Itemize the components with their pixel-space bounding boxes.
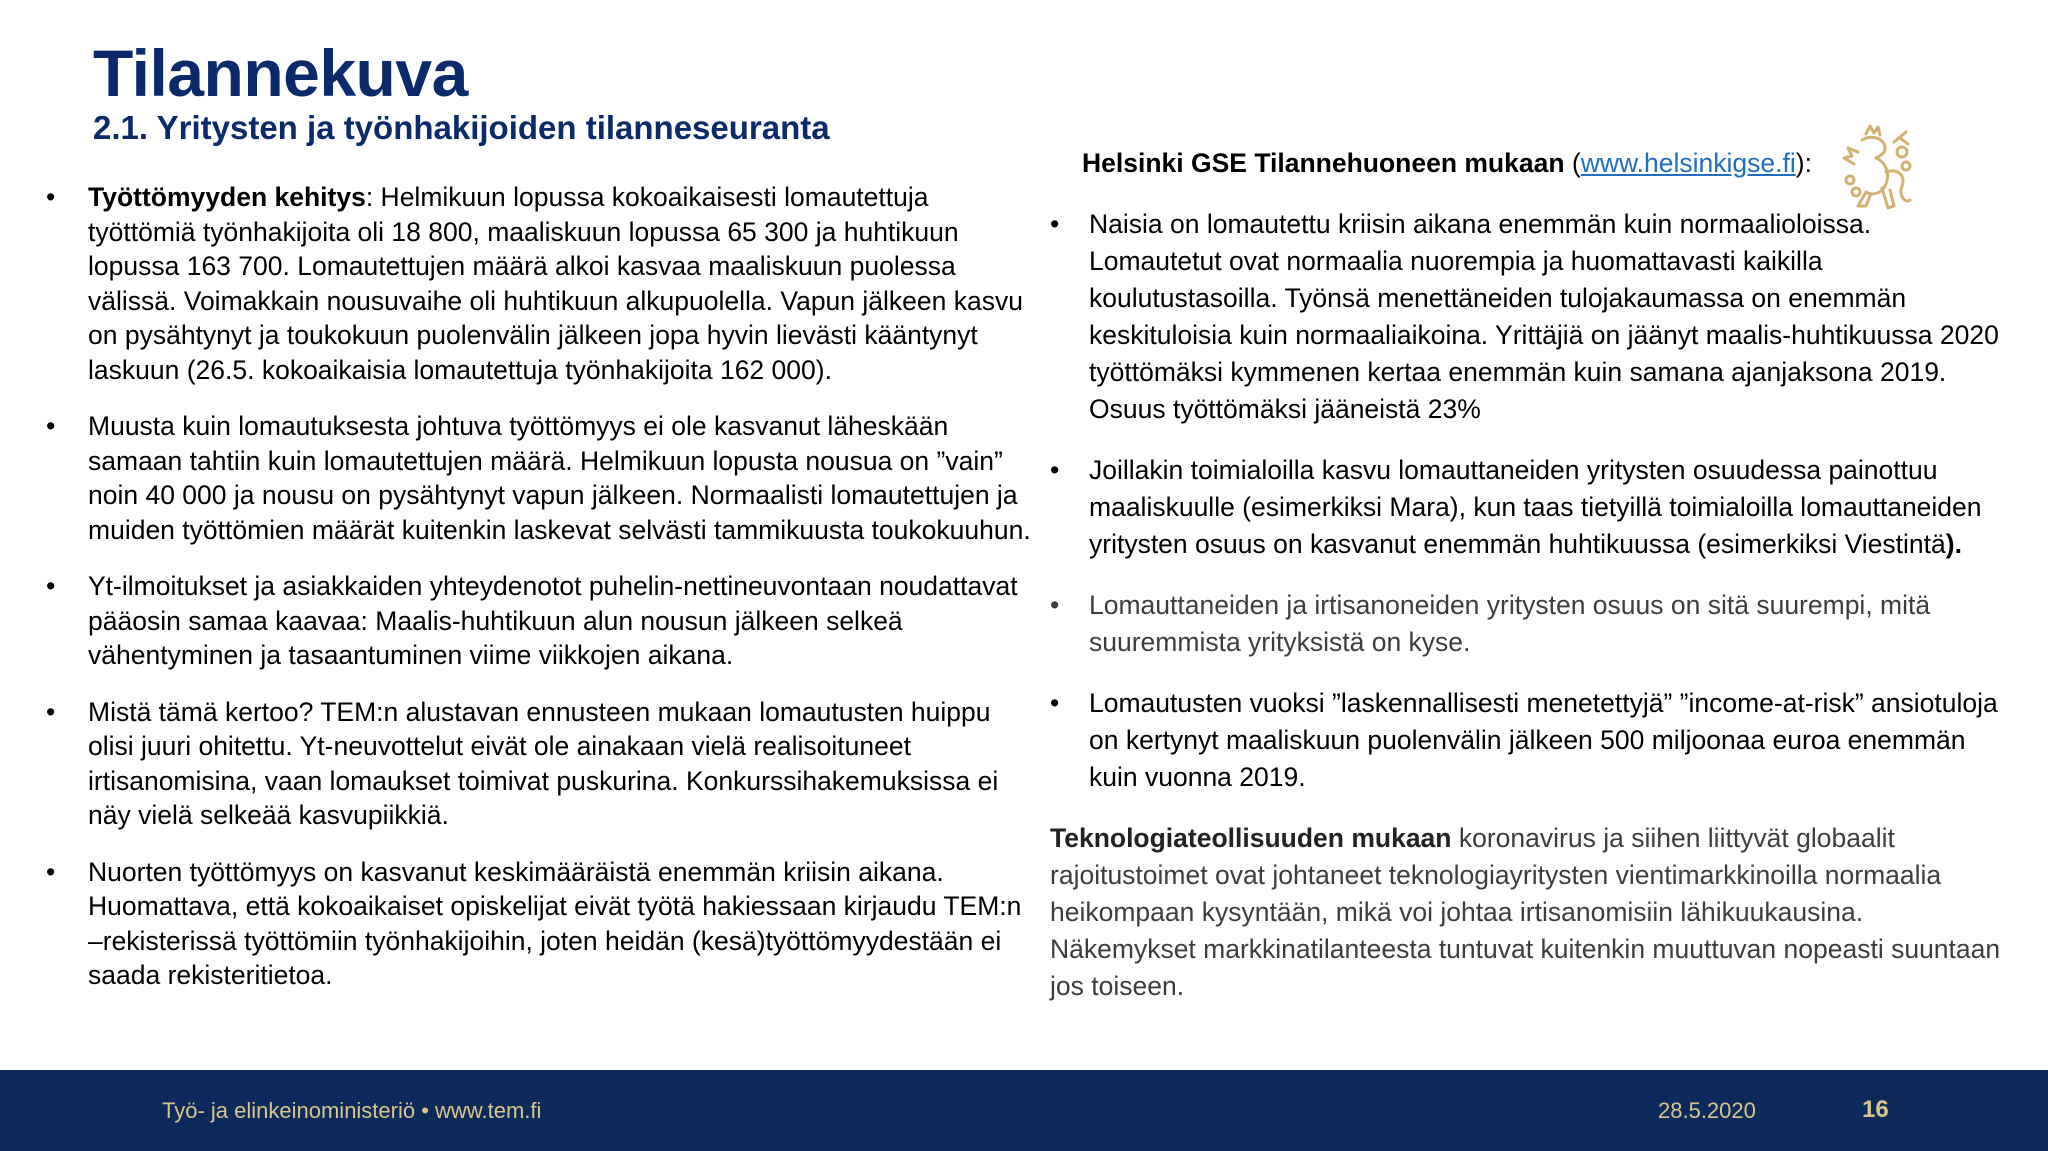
bullet-dot: • (46, 411, 56, 441)
bullet-dot: • (46, 182, 56, 212)
tech-text: koronavirus ja siihen liittyvät globaalit rajoitustoimet ovat johtaneet teknologiayritysten vientimarkkinoilla normaalia heikompaan kysyntään, mikä voi johtaa irtisanomisiin lähikuukausina. Näkemykset markkinatilanteesta tuntuvat kuitenkin muuttuvan nopeasti suuntaan jos toiseen. (1050, 823, 2001, 1001)
gse-lead: Helsinki GSE Tilannehuoneen mukaan (1082, 148, 1565, 178)
bullet-dot: • (1050, 455, 1060, 485)
right-column (1050, 145, 2010, 1005)
list-item (1050, 587, 2010, 661)
list-item (1050, 206, 2010, 428)
bullet-dot: • (46, 696, 56, 727)
footer-date: 28.5.2020 (1658, 1098, 1756, 1123)
gse-link[interactable]: www.helsinkigse.fi (1580, 148, 1796, 178)
bullet-dot: • (1050, 590, 1060, 620)
list-item (1050, 452, 2010, 563)
page-title: Tilannekuva (93, 36, 468, 110)
bullet-text: Nuorten työttömyys on kasvanut keskimääräistä enemmän kriisin aikana. Huomattava, että kokoaikaiset opiskelijat eivät työtä hakiessaan kirjaudu TEM:n –rekisterissä työttömiin työnhakijoihin, joten heidän (kesä)työttömyydestään ei saada rekisteritietoa. (88, 856, 1022, 990)
list-item (46, 855, 1036, 993)
list-item (46, 695, 1036, 833)
bullet-text: Lomauttaneiden ja irtisanoneiden yritysten osuus on sitä suurempi, mitä suuremmista yrityksistä on kyse. (1089, 590, 1931, 657)
list-item (46, 569, 1036, 673)
left-bullet-list (46, 180, 1036, 993)
footer-org-text: Työ- ja elinkeinoministeriö • www.tem.fi (162, 1098, 542, 1123)
bullet-text: Naisia on lomautettu kriisin aikana enemmän kuin normaalioloissa. Lomautetut ovat normaalia nuorempia ja huomattavasti kaikilla koulutustasoilla. Työnsä menettäneiden tulojakaumassa on enemmän keskituloisia kuin normaaliaikoina. Yrittäjiä on jäänyt maalis-huhtikuussa 2020 työttömäksi kymmenen kertaa enemmän kuin samana ajanjaksona 2019. Osuus työttömäksi jääneistä 23% (1089, 209, 1999, 424)
gse-open-paren: ( (1564, 148, 1581, 178)
bullet-dot: • (1050, 688, 1060, 718)
bullet-text: Mistä tämä kertoo? TEM:n alustavan ennusteen mukaan lomautusten huippu olisi juuri ohitettu. Yt-neuvottelut eivät ole ainakaan vielä realisoituneet irtisanomisina, vaan lomaukset toimivat puskurina. Konkurssihakemuksissa ei näy vielä selkeää kasvupiikkiä. (88, 696, 999, 830)
left-column (46, 180, 1036, 1015)
page-subtitle: 2.1. Yritysten ja työnhakijoiden tilanneseuranta (93, 109, 830, 146)
footer-bar (0, 1070, 2048, 1151)
bullet-text: Yt-ilmoitukset ja asiakkaiden yhteydenotot puhelin-nettineuvontaan noudattavat pääosin samaa kaavaa: Maalis-huhtikuun alun nousun jälkeen selkeä vähentyminen ja tasaantuminen viime viikkojen aikana. (88, 571, 1018, 670)
bullet-text: : Helmikuun lopussa kokoaikaisesti lomautettuja työttömiä työnhakijoita oli 18 800, maaliskuun lopussa 65 300 ja huhtikuun lopussa 163 700. Lomautettujen määrä alkoi kasvaa maaliskuun puolessa välissä. Voimakkain nousuvaihe oli huhtikuun alkupuolella. Vapun jälkeen kasvu on pysähtynyt ja toukokuun puolenvälin jälkeen jopa hyvin lievästi kääntynyt laskuun (26.5. kokoaikaisia lomautettuja työnhakijoita 162 000). (88, 182, 1023, 385)
tech-lead: Teknologiateollisuuden mukaan (1050, 823, 1452, 853)
page-number: 16 (1862, 1096, 1889, 1123)
right-bullet-list (1050, 206, 2010, 796)
bullet-dot: • (46, 571, 56, 601)
bullet-dot: • (46, 856, 56, 887)
bullet-tail: ). (1945, 529, 1962, 559)
gse-close: ): (1795, 148, 1812, 178)
bullet-text: Muusta kuin lomautuksesta johtuva työttömyys ei ole kasvanut läheskään samaan tahtiin kuin lomautettujen määrä. Helmikuun lopusta nousua on ”vain” noin 40 000 ja nousu on pysähtynyt vapun jälkeen. Normaalisti lomautettujen ja muiden työttömien määrät kuitenkin laskevat selvästi tammikuusta toukokuuhun. (88, 411, 1031, 545)
list-item (46, 180, 1036, 387)
lion-crest-icon (1836, 122, 1914, 222)
bullet-text: Joillakin toimialoilla kasvu lomauttaneiden yritysten osuudessa painottuu maaliskuulle (esimerkiksi Mara), kun taas tietyillä toimialoilla lomauttaneiden yritysten osuus on kasvanut enemmän huhtikuussa (esimerkiksi Viestintä (1089, 455, 1982, 559)
bullet-dot: • (1050, 209, 1060, 239)
bullet-text: Lomautusten vuoksi ”laskennallisesti menetettyjä” ”income-at-risk” ansiotuloja on kertynyt maaliskuun puolenvälin jälkeen 500 miljoonaa euroa enemmän kuin vuonna 2019. (1089, 688, 1998, 792)
list-item (1050, 685, 2010, 796)
bold-lead: Työttömyyden kehitys (88, 182, 366, 212)
list-item (46, 409, 1036, 547)
tech-industry-paragraph (1050, 820, 2010, 1005)
